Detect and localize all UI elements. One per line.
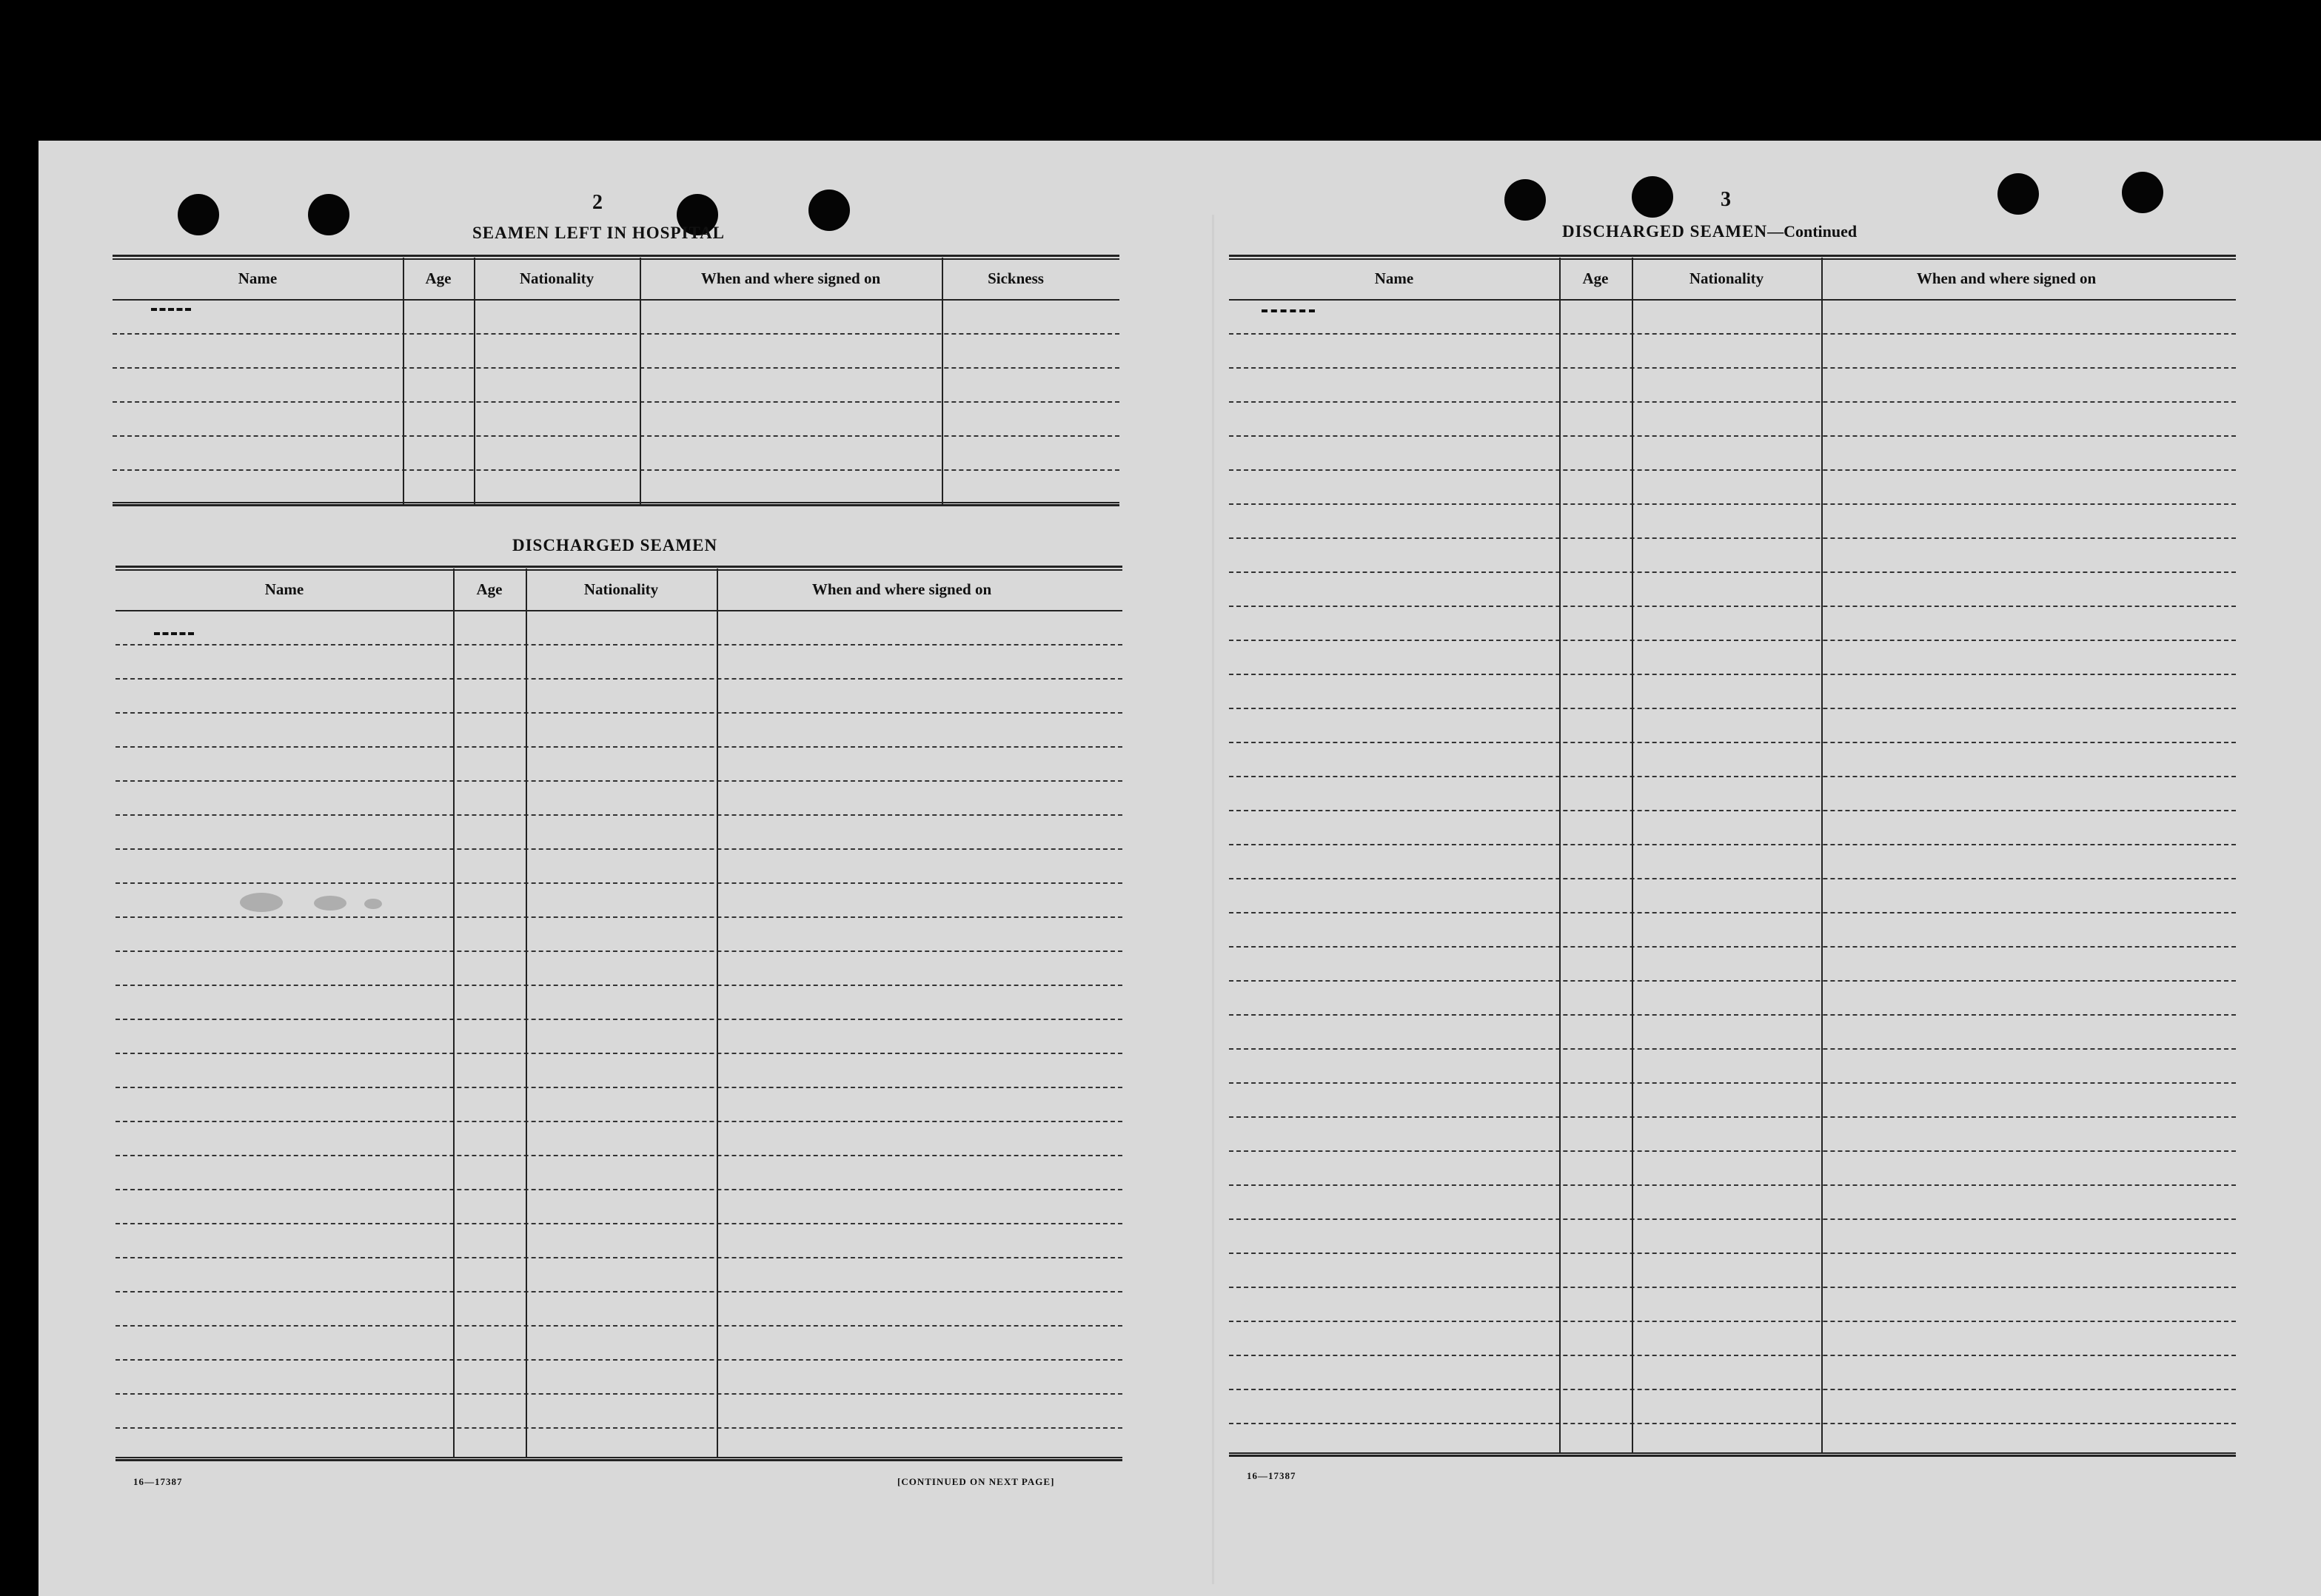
page-number: 2: [592, 191, 603, 214]
row-line: [1229, 776, 2236, 777]
row-line: [113, 401, 1119, 403]
row-line: [115, 1189, 1122, 1190]
row-line: [115, 1359, 1122, 1361]
row-line: [115, 848, 1122, 850]
row-line: [1229, 367, 2236, 369]
form-number: 16—17387: [1247, 1470, 1296, 1481]
punch-hole: [1504, 179, 1546, 221]
row-line: [115, 916, 1122, 918]
column-divider: [403, 258, 404, 505]
column-divider: [717, 569, 718, 1457]
section-title-hospital: SEAMEN LEFT IN HOSPITAL: [472, 224, 726, 242]
row-line: [113, 333, 1119, 335]
row-line: [113, 367, 1119, 369]
column-header-age: Age: [1582, 269, 1609, 287]
row-line: [1229, 537, 2236, 539]
row-line: [115, 712, 1122, 714]
column-header-sickness: Sickness: [988, 269, 1044, 287]
column-header-nationality: Nationality: [519, 269, 595, 287]
row-line: [1229, 912, 2236, 913]
punch-hole: [178, 194, 219, 235]
row-line: [115, 1053, 1122, 1054]
row-line: [1229, 1014, 2236, 1016]
table-top-rule: [1229, 255, 2236, 260]
row-line: [1229, 878, 2236, 879]
row-line: [1229, 1150, 2236, 1152]
row-line: [1229, 503, 2236, 505]
row-line: [115, 1121, 1122, 1122]
row-line: [1229, 1218, 2236, 1220]
column-divider: [1821, 258, 1823, 1452]
row-line: [113, 435, 1119, 437]
column-divider: [474, 258, 475, 505]
column-divider: [942, 258, 943, 505]
discharged-table: [115, 566, 1122, 1473]
row-line: [1229, 1082, 2236, 1084]
table-bottom-rule: [115, 1457, 1122, 1461]
continued-note: [CONTINUED ON NEXT PAGE]: [897, 1476, 1055, 1487]
row-line: [1229, 674, 2236, 675]
row-line: [1229, 1355, 2236, 1356]
row-line: [1229, 946, 2236, 948]
table-bottom-rule: [1229, 1452, 2236, 1457]
row-line: [1229, 1116, 2236, 1118]
row-line: [115, 985, 1122, 986]
row-line: [115, 1257, 1122, 1258]
column-header-age: Age: [476, 580, 503, 598]
hospital-table: [113, 255, 1119, 518]
row-line: [1229, 1253, 2236, 1254]
column-header-nationality: Nationality: [583, 580, 659, 598]
row-line: [1229, 844, 2236, 845]
table-top-rule: [115, 566, 1122, 571]
column-header-signed-on: When and where signed on: [1916, 269, 2097, 287]
ink-smudge: [364, 899, 382, 909]
table-top-rule: [113, 255, 1119, 260]
row-line: [1229, 333, 2236, 335]
section-title-discharged-continued: [1562, 222, 1857, 241]
row-line: [1229, 708, 2236, 709]
punch-hole: [808, 190, 850, 231]
column-divider: [1559, 258, 1561, 1452]
section-title-discharged: DISCHARGED SEAMEN: [512, 536, 718, 554]
column-header-signed-on: When and where signed on: [811, 580, 992, 598]
row-line: [1229, 1389, 2236, 1390]
row-line: [1229, 469, 2236, 471]
row-line: [1229, 640, 2236, 641]
header-underline: [115, 610, 1122, 611]
row-line: [115, 1291, 1122, 1292]
column-header-signed-on: When and where signed on: [700, 269, 881, 287]
column-header-nationality: Nationality: [1689, 269, 1764, 287]
entry-mark: [1262, 309, 1315, 312]
section-title-text: DISCHARGED SEAMEN: [1562, 222, 1768, 241]
discharged-continued-table: [1229, 255, 2236, 1473]
row-line: [1229, 1184, 2236, 1186]
ink-smudge: [314, 896, 346, 911]
form-number: 16—17387: [133, 1476, 183, 1487]
row-line: [115, 950, 1122, 952]
column-header-name: Name: [264, 580, 304, 598]
punch-hole: [1632, 176, 1673, 218]
column-divider: [1632, 258, 1633, 1452]
row-line: [1229, 435, 2236, 437]
row-line: [115, 1427, 1122, 1429]
row-line: [1229, 1287, 2236, 1288]
column-divider: [453, 569, 455, 1457]
punch-hole: [1997, 173, 2039, 215]
row-line: [115, 1325, 1122, 1327]
header-underline: [1229, 299, 2236, 301]
column-header-age: Age: [425, 269, 452, 287]
page-number: 3: [1721, 188, 1731, 211]
column-header-name: Name: [1374, 269, 1414, 287]
row-line: [115, 882, 1122, 884]
row-line: [115, 746, 1122, 748]
entry-mark: [151, 308, 191, 311]
row-line: [115, 678, 1122, 680]
row-line: [115, 1019, 1122, 1020]
row-line: [1229, 606, 2236, 607]
row-line: [115, 1393, 1122, 1395]
row-line: [1229, 810, 2236, 811]
ink-smudge: [240, 893, 283, 912]
row-line: [115, 780, 1122, 782]
row-line: [1229, 742, 2236, 743]
row-line: [1229, 401, 2236, 403]
row-line: [1229, 1048, 2236, 1050]
column-divider: [640, 258, 641, 505]
row-line: [115, 1155, 1122, 1156]
row-line: [115, 814, 1122, 816]
row-line: [115, 1087, 1122, 1088]
row-line: [115, 1223, 1122, 1224]
column-divider: [526, 569, 527, 1457]
row-line: [1229, 980, 2236, 982]
entry-mark: [154, 632, 194, 635]
row-line: [115, 644, 1122, 646]
page-fold: [1212, 215, 1214, 1584]
row-line: [1229, 571, 2236, 573]
header-underline: [113, 299, 1119, 301]
section-title-suffix: —Continued: [1767, 222, 1858, 241]
table-bottom-rule: [113, 502, 1119, 506]
scanned-document: [38, 141, 2321, 1596]
column-header-name: Name: [238, 269, 278, 287]
row-line: [113, 469, 1119, 471]
row-line: [1229, 1321, 2236, 1322]
punch-hole: [308, 194, 349, 235]
row-line: [1229, 1423, 2236, 1424]
punch-hole: [2122, 172, 2163, 213]
